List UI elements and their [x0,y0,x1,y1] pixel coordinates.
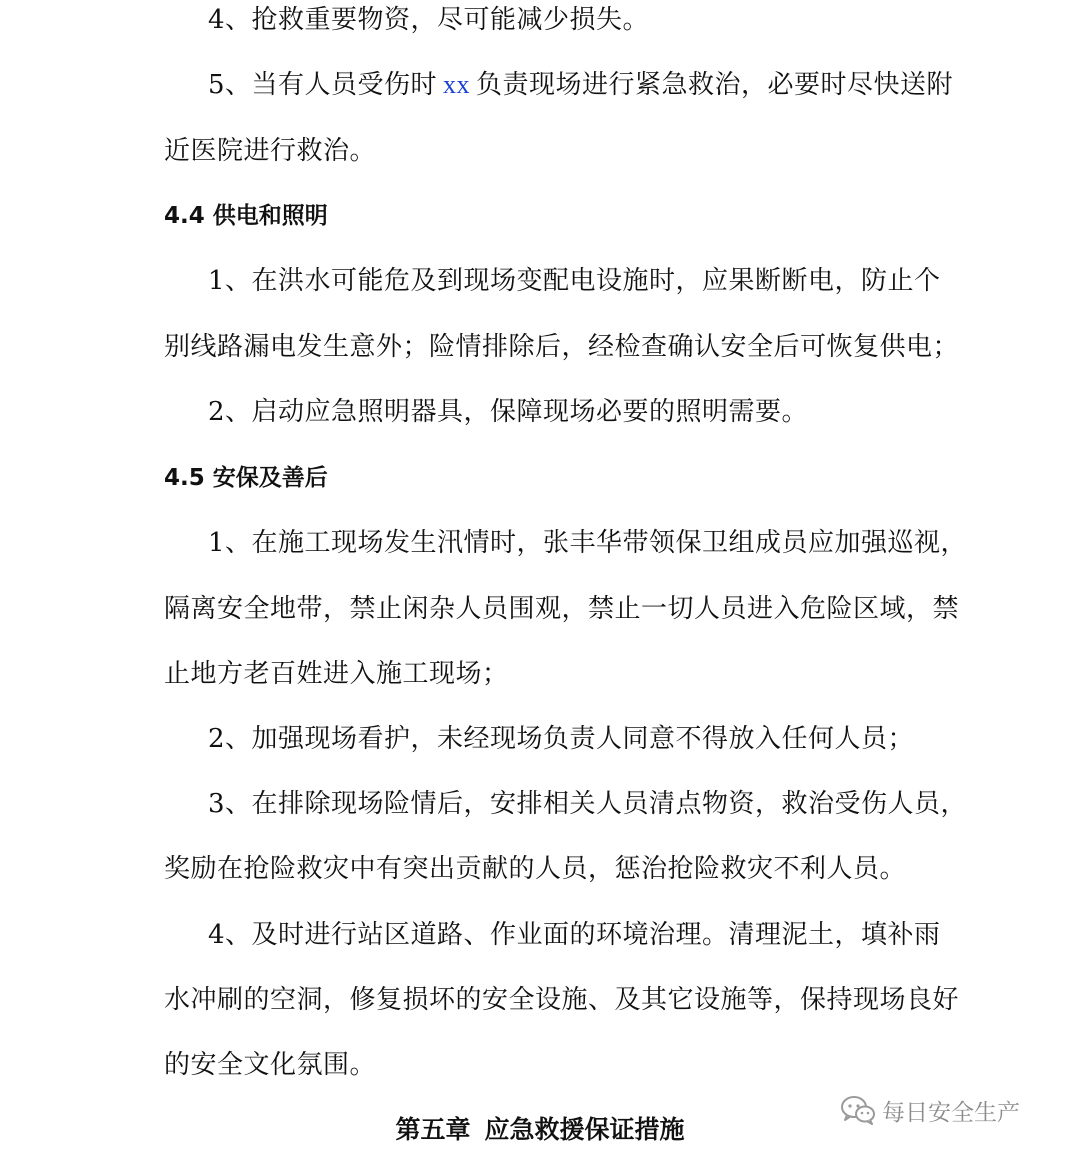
paragraph-line: 奖励在抢险救灾中有突出贡献的人员，惩治抢险救灾不利人员。 [164,854,907,884]
text-segment: 5、当有人员受伤时 [208,70,438,100]
watermark-text: 每日安全生产 [882,1099,1020,1126]
chapter-title: 应急救援保证措施 [484,1115,685,1144]
paragraph-line [208,68,953,102]
paragraph-line: 别线路漏电发生意外；险情排除后，经检查确认安全后可恢复供电； [164,332,960,362]
paragraph-line: 水冲刷的空洞，修复损坏的安全设施、及其它设施等，保持现场良好 [164,985,960,1015]
paragraph-line: 止地方老百姓进入施工现场； [164,659,509,689]
paragraph-line: 3、在排除现场险情后，安排相关人员清点物资，救治受伤人员， [208,789,968,819]
paragraph-line: 1、在洪水可能危及到现场变配电设施时，应果断断电，防止个 [208,266,941,296]
paragraph-line: 4、抢救重要物资，尽可能减少损失。 [208,5,650,35]
paragraph-line: 的安全文化氛围。 [164,1050,377,1080]
paragraph-line: 1、在施工现场发生汛情时，张丰华带领保卫组成员应加强巡视， [208,528,968,558]
paragraph-line: 2、加强现场看护，未经现场负责人同意不得放入任何人员； [208,724,915,754]
paragraph-line: 隔离安全地带，禁止闲杂人员围观，禁止一切人员进入危险区域，禁 [164,594,960,624]
placeholder-name: xx [443,70,471,99]
watermark [840,1092,1020,1128]
section-heading: 4.5 安保及善后 [164,465,328,491]
wechat-icon [840,1095,876,1125]
section-heading: 4.4 供电和照明 [164,203,328,229]
paragraph-line: 2、启动应急照明器具，保障现场必要的照明需要。 [208,397,809,427]
paragraph-line: 4、及时进行站区道路、作业面的环境治理。清理泥土，填补雨 [208,920,941,950]
paragraph-line: 近医院进行救治。 [164,136,377,166]
text-segment: 负责现场进行紧急救治，必要时尽快送附 [476,70,954,100]
chapter-number: 第五章 [395,1115,471,1144]
